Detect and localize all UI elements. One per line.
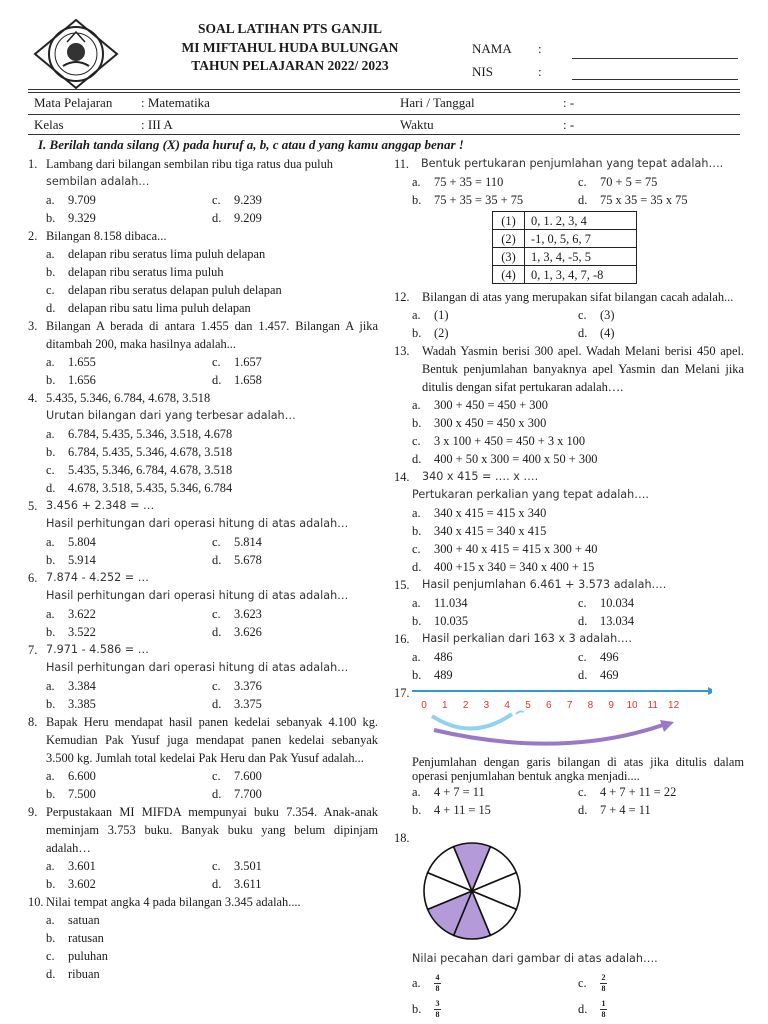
question-4: 4. 5.435, 5.346, 6.784, 4.678, 3.518 <box>28 391 211 405</box>
mapel-value: : Matematika <box>141 95 210 110</box>
option-b[interactable]: b. 3.385 <box>46 697 96 711</box>
question-16: 16. Hasil perkalian dari 163 x 3 adalah…. <box>394 632 632 646</box>
option-a[interactable]: a. delapan ribu seratus lima puluh delapan <box>46 247 266 261</box>
option-d[interactable]: d. 13.034 <box>578 614 635 628</box>
nis-label: NIS <box>472 64 493 79</box>
option-c[interactable]: c. 3.623 <box>212 607 262 621</box>
option-a[interactable]: a. 486 <box>412 650 453 664</box>
question-3-options <box>28 353 378 389</box>
option-d[interactable]: d. 1.658 <box>212 373 262 387</box>
header-title-2: MI MIFTAHUL HUDA BULUNGAN <box>181 40 399 55</box>
option-b[interactable]: b. 3.522 <box>46 625 96 639</box>
question-6: 6. 7.874 - 4.252 = … <box>28 571 149 585</box>
option-c[interactable]: c. 5.435, 5.346, 6.784, 4.678, 3.518 <box>46 463 233 477</box>
question-4-text-2: Urutan bilangan dari yang terbesar adalah… <box>46 409 296 422</box>
number-line-tick-label: 5 <box>525 700 531 711</box>
number-line-tick-label: 6 <box>546 700 552 711</box>
option-a[interactable]: a. 6.600 <box>46 769 96 783</box>
question-16-options <box>394 648 744 684</box>
option-c[interactable]: c. 9.239 <box>212 193 262 207</box>
fraction: $\frac{1}{8}$ <box>601 998 606 1019</box>
mapel-label: Mata Pelajaran <box>34 95 113 110</box>
option-a[interactable]: a. 75 + 35 = 110 <box>412 175 504 189</box>
option-a[interactable]: a. 3.622 <box>46 607 96 621</box>
table-row: (1) 0, 1. 2, 3, 4 <box>493 212 637 230</box>
option-d[interactable]: d. 5.678 <box>212 553 262 567</box>
arc-arrow-icon <box>660 720 674 732</box>
number-line-tick-label: 9 <box>608 700 614 711</box>
question-5-options <box>28 533 378 569</box>
number-line-tick-label: 1 <box>442 700 448 711</box>
divider <box>28 89 740 90</box>
option-b[interactable]: b. 5.914 <box>46 553 96 567</box>
question-6-text-2: Hasil perhitungan dari operasi hitung di atas adalah… <box>46 589 349 602</box>
option-a[interactable]: a. 3.601 <box>46 859 96 873</box>
question-1: 1. Lambang dari bilangan sembilan ribu tiga ratus dua puluh <box>28 157 333 171</box>
option-b[interactable]: b. 10.035 <box>412 614 469 628</box>
option-d[interactable]: d. 3.375 <box>212 697 262 711</box>
question-18-options <box>394 970 744 1022</box>
divider <box>28 114 740 115</box>
question-12: 12. Bilangan di atas yang merupakan sifat bilangan cacah adalah... <box>394 290 734 304</box>
question-5: 5. 3.456 + 2.348 = … <box>28 499 155 513</box>
option-c[interactable]: c. puluhan <box>46 949 108 963</box>
question-5-text-2: Hasil perhitungan dari operasi hitung di atas adalah… <box>46 517 349 530</box>
option-c[interactable]: c. 10.034 <box>578 596 635 610</box>
option-a[interactable]: a. 11.034 <box>412 596 468 610</box>
option-d[interactable]: d. 75 x 35 = 35 x 75 <box>578 193 688 207</box>
option-c[interactable]: c. delapan ribu seratus delapan puluh delapan <box>46 283 282 297</box>
option-d[interactable]: d. delapan ribu satu lima puluh delapan <box>46 301 251 315</box>
option-d[interactable]: d. 3.611 <box>212 877 262 891</box>
number-line-tick-label: 3 <box>483 700 490 711</box>
option-b[interactable]: b. 3.602 <box>46 877 96 891</box>
header-title-1: SOAL LATIHAN PTS GANJIL <box>198 21 382 36</box>
option-b[interactable]: b. ratusan <box>46 931 104 945</box>
fraction-circle <box>424 843 520 939</box>
number-line-tick-label: 0 <box>421 700 427 711</box>
fraction: $\frac{2}{8}$ <box>601 972 606 993</box>
question-17-text: Penjumlahan dengan garis bilangan di atas jika ditulis dalam operasi penjumlahan bentuk angka menjadi.... <box>412 755 744 783</box>
question-1-options <box>28 191 378 227</box>
option-d[interactable]: d. 469 <box>578 668 619 682</box>
question-15: 15. Hasil penjumlahan 6.461 + 3.573 adalah…. <box>394 578 667 592</box>
table-row: (3) 1, 3, 4, -5, 5 <box>493 248 637 266</box>
question-10-options <box>28 911 378 983</box>
question-8: 8. Bapak Heru mendapat hasil panen kedelai sebanyak 4.100 kg. Kemudian Pak Yusuf juga mendapat panen kedelai sebanyak 3.500 kg. Jumlah total kedelai Pak Heru dan Pak Yusuf adalah... <box>28 715 378 765</box>
sets-table <box>492 211 637 284</box>
option-d[interactable]: d. 7.700 <box>212 787 262 801</box>
divider <box>28 92 740 93</box>
option-b[interactable]: b. 7.500 <box>46 787 96 801</box>
option-a[interactable]: a. satuan <box>46 913 100 927</box>
option-b[interactable]: b. 489 <box>412 668 453 682</box>
table-row: (4) 0, 1, 3, 4, 7, -8 <box>493 266 637 284</box>
question-1-text-2: sembilan adalah… <box>46 175 150 188</box>
waktu-label: Waktu <box>400 117 434 132</box>
question-7: 7. 7.971 - 4.586 = … <box>28 643 149 657</box>
option-a[interactable]: a. 340 x 415 = 415 x 340 <box>412 506 547 520</box>
option-b[interactable]: b. 300 x 450 = 450 x 300 <box>412 416 547 430</box>
question-7-text-2: Hasil perhitungan dari operasi hitung di atas adalah… <box>46 661 349 674</box>
jump-arc-join <box>516 711 524 714</box>
option-c[interactable]: c. 300 + 40 x 415 = 415 x 300 + 40 <box>412 542 598 556</box>
question-13: 13. Wadah Yasmin berisi 300 apel. Wadah Melani berisi 450 apel. Bentuk penjumlahan banyaknya apel Yasmin dan Melani jika ditulis dengan sifat pertukaran adalah…. <box>394 344 744 394</box>
option-c[interactable]: c. 4 + 7 + 11 = 22 <box>578 785 677 799</box>
option-c[interactable]: c. 1.657 <box>212 355 262 369</box>
question-17-options <box>394 783 744 819</box>
option-b[interactable]: b. 6.784, 5.435, 5.346, 4.678, 3.518 <box>46 445 233 459</box>
option-c[interactable]: c. $\frac{2}{8}$ <box>578 972 606 993</box>
question-11: 11. Bentuk pertukaran penjumlahan yang tepat adalah…. <box>394 157 724 171</box>
option-c[interactable]: c. 70 + 5 = 75 <box>578 175 658 189</box>
number-line-tick-label: 12 <box>668 700 680 711</box>
question-2: 2. Bilangan 8.158 dibaca... <box>28 229 167 243</box>
right-column <box>394 155 744 1022</box>
question-9: 9. Perpustakaan MI MIFDA mempunyai buku 7.354. Anak-anak meminjam 3.753 buku. Banyak buku yang belum dipinjam adalah… <box>28 805 378 855</box>
option-d[interactable]: d. $\frac{1}{8}$ <box>578 998 606 1019</box>
nis-colon: : <box>538 64 542 79</box>
option-b[interactable]: b. 1.656 <box>46 373 96 387</box>
option-d[interactable]: d. 7 + 4 = 11 <box>578 803 651 817</box>
left-column <box>28 155 378 983</box>
question-17-number: 17. <box>394 686 410 700</box>
number-line-tick-label: 2 <box>462 700 469 711</box>
question-14-options <box>394 504 744 576</box>
option-c[interactable]: c. (3) <box>578 308 615 322</box>
number-line-figure <box>394 702 744 757</box>
jump-arc-1 <box>432 714 512 729</box>
option-a[interactable]: a. (1) <box>412 308 449 322</box>
number-line-labels <box>421 700 679 711</box>
fraction: $\frac{4}{8}$ <box>435 972 440 993</box>
question-7-options <box>28 677 378 713</box>
number-line-tick-label: 10 <box>626 700 638 711</box>
header-title-3: TAHUN PELAJARAN 2022/ 2023 <box>191 58 389 73</box>
option-d[interactable]: d. 400 + 50 x 300 = 400 x 50 + 300 <box>412 452 598 466</box>
section-instruction: I. Berilah tanda silang (X) pada huruf a, b, c atau d yang kamu anggap benar ! <box>38 137 464 152</box>
question-10: 10. Nilai tempat angka 4 pada bilangan 3.345 adalah.... <box>28 895 301 909</box>
option-b[interactable]: b. 9.329 <box>46 211 96 225</box>
question-9-options <box>28 857 378 893</box>
question-8-options <box>28 767 378 803</box>
school-logo <box>33 18 119 90</box>
question-11-options <box>394 173 744 209</box>
option-d[interactable]: d. 3.626 <box>212 625 262 639</box>
option-c[interactable]: c. 3.376 <box>212 679 262 693</box>
option-c[interactable]: c. 496 <box>578 650 619 664</box>
option-a[interactable]: a. 4 + 7 = 11 <box>412 785 485 799</box>
nama-label: NAMA <box>472 41 512 56</box>
nama-colon: : <box>538 41 542 56</box>
option-d[interactable]: d. 4.678, 3.518, 5.435, 5.346, 6.784 <box>46 481 233 495</box>
option-c[interactable]: c. 5.814 <box>212 535 262 549</box>
option-b[interactable]: b. delapan ribu seratus lima puluh <box>46 265 224 279</box>
fraction: $\frac{3}{8}$ <box>435 998 440 1019</box>
option-a[interactable]: a. 1.655 <box>46 355 96 369</box>
option-a[interactable]: a. 3.384 <box>46 679 96 693</box>
question-14: 14. 340 x 415 = …. x …. <box>394 470 539 484</box>
nis-field[interactable] <box>572 79 738 80</box>
option-a[interactable]: a. $\frac{4}{8}$ <box>412 972 440 993</box>
fraction-circle-figure <box>394 841 744 950</box>
question-3: 3. Bilangan A berada di antara 1.455 dan 1.457. Bilangan A jika ditambah 200, maka hasilnya adalah... <box>28 319 378 351</box>
table-row: (2) -1, 0, 5, 6, 7 <box>493 230 637 248</box>
question-12-options <box>394 306 744 342</box>
question-2-options <box>28 245 378 317</box>
question-18-number: 18. <box>394 831 410 845</box>
kelas-label: Kelas <box>34 117 64 132</box>
number-line-tick-label: 8 <box>587 700 594 711</box>
option-b[interactable]: b. 4 + 11 = 15 <box>412 803 491 817</box>
number-line-tick-label: 4 <box>504 700 510 711</box>
option-b[interactable]: b. 340 x 415 = 340 x 415 <box>412 524 547 538</box>
hari-label: Hari / Tanggal <box>400 95 475 110</box>
option-b[interactable]: b. (2) <box>412 326 449 340</box>
question-13-options <box>394 396 744 468</box>
option-a[interactable]: a. 5.804 <box>46 535 96 549</box>
question-14-text-2: Pertukaran perkalian yang tepat adalah…. <box>412 488 649 501</box>
option-d[interactable]: d. 9.209 <box>212 211 262 225</box>
option-b[interactable]: b. $\frac{3}{8}$ <box>412 998 440 1019</box>
option-a[interactable]: a. 9.709 <box>46 193 96 207</box>
question-15-options <box>394 594 744 630</box>
question-4-options <box>28 425 378 497</box>
option-d[interactable]: d. (4) <box>578 326 615 340</box>
option-c[interactable]: c. 7.600 <box>212 769 262 783</box>
option-a[interactable]: a. 300 + 450 = 450 + 300 <box>412 398 548 412</box>
option-d[interactable]: d. ribuan <box>46 967 100 981</box>
number-line-tick-label: 7 <box>566 700 573 711</box>
nama-field[interactable] <box>572 58 738 59</box>
option-d[interactable]: d. 400 +15 x 340 = 340 x 400 + 15 <box>412 560 595 574</box>
hari-value: : - <box>563 95 575 110</box>
question-6-options <box>28 605 378 641</box>
number-line-tick-label: 11 <box>647 700 658 711</box>
waktu-value: : - <box>563 117 575 132</box>
option-b[interactable]: b. 75 + 35 = 35 + 75 <box>412 193 524 207</box>
question-18-text: Nilai pecahan dari gambar di atas adalah…. <box>412 952 658 965</box>
kelas-value: : III A <box>141 117 173 132</box>
option-c[interactable]: c. 3.501 <box>212 859 262 873</box>
arrow-head-icon <box>708 687 712 695</box>
option-a[interactable]: a. 6.784, 5.435, 5.346, 3.518, 4.678 <box>46 427 233 441</box>
option-c[interactable]: c. 3 x 100 + 450 = 450 + 3 x 100 <box>412 434 586 448</box>
divider <box>28 134 740 135</box>
